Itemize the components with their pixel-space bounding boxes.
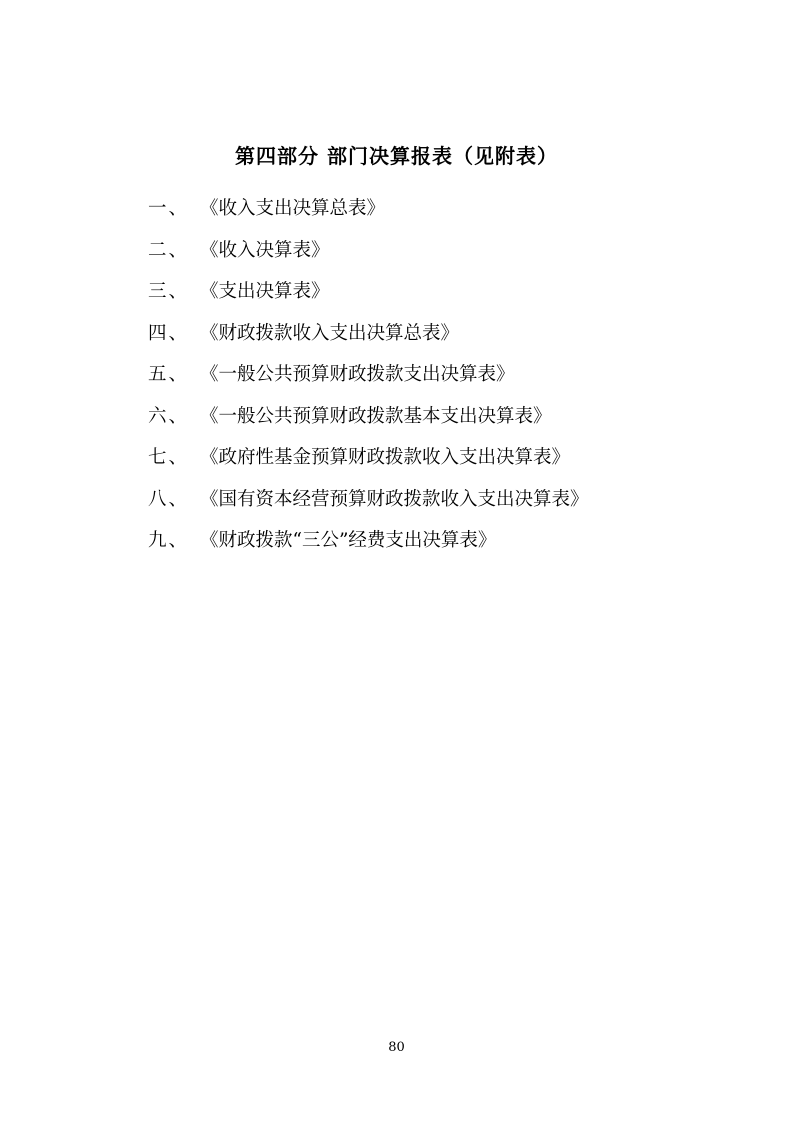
report-list (148, 188, 708, 562)
page-title: 第四部分 部门决算报表（见附表） (235, 144, 558, 168)
list-item (148, 396, 708, 438)
list-item-number: 五、 (148, 364, 190, 385)
list-item-label: 《政府性基金预算财政拨款收入支出决算表》 (200, 447, 571, 468)
list-item-label: 《财政拨款“三公”经费支出决算表》 (200, 530, 497, 551)
list-item (148, 313, 708, 355)
list-item-label: 《支出决算表》 (200, 281, 330, 302)
list-item-number: 三、 (148, 281, 190, 302)
list-item (148, 230, 708, 272)
list-item-label: 《收入支出决算总表》 (200, 198, 386, 219)
list-item-label: 《一般公共预算财政拨款基本支出决算表》 (200, 405, 552, 427)
list-item (148, 354, 708, 396)
list-item-label: 《国有资本经营预算财政拨款收入支出决算表》 (200, 488, 589, 510)
list-item (148, 437, 708, 479)
list-item-number: 二、 (148, 239, 190, 261)
list-item (148, 271, 708, 313)
list-item-number: 四、 (148, 322, 190, 344)
list-item (148, 479, 708, 521)
list-item-label: 《收入决算表》 (200, 239, 330, 261)
page-number: 80 (388, 1040, 405, 1055)
list-item-number: 八、 (148, 488, 190, 510)
list-item (148, 520, 708, 562)
list-item-number: 九、 (148, 530, 190, 551)
list-item-number: 七、 (148, 447, 190, 468)
list-item-number: 六、 (148, 405, 190, 427)
list-item-label: 《财政拨款收入支出决算总表》 (200, 322, 460, 344)
list-item-number: 一、 (148, 198, 190, 219)
list-item-label: 《一般公共预算财政拨款支出决算表》 (200, 364, 515, 385)
list-item (148, 188, 708, 230)
